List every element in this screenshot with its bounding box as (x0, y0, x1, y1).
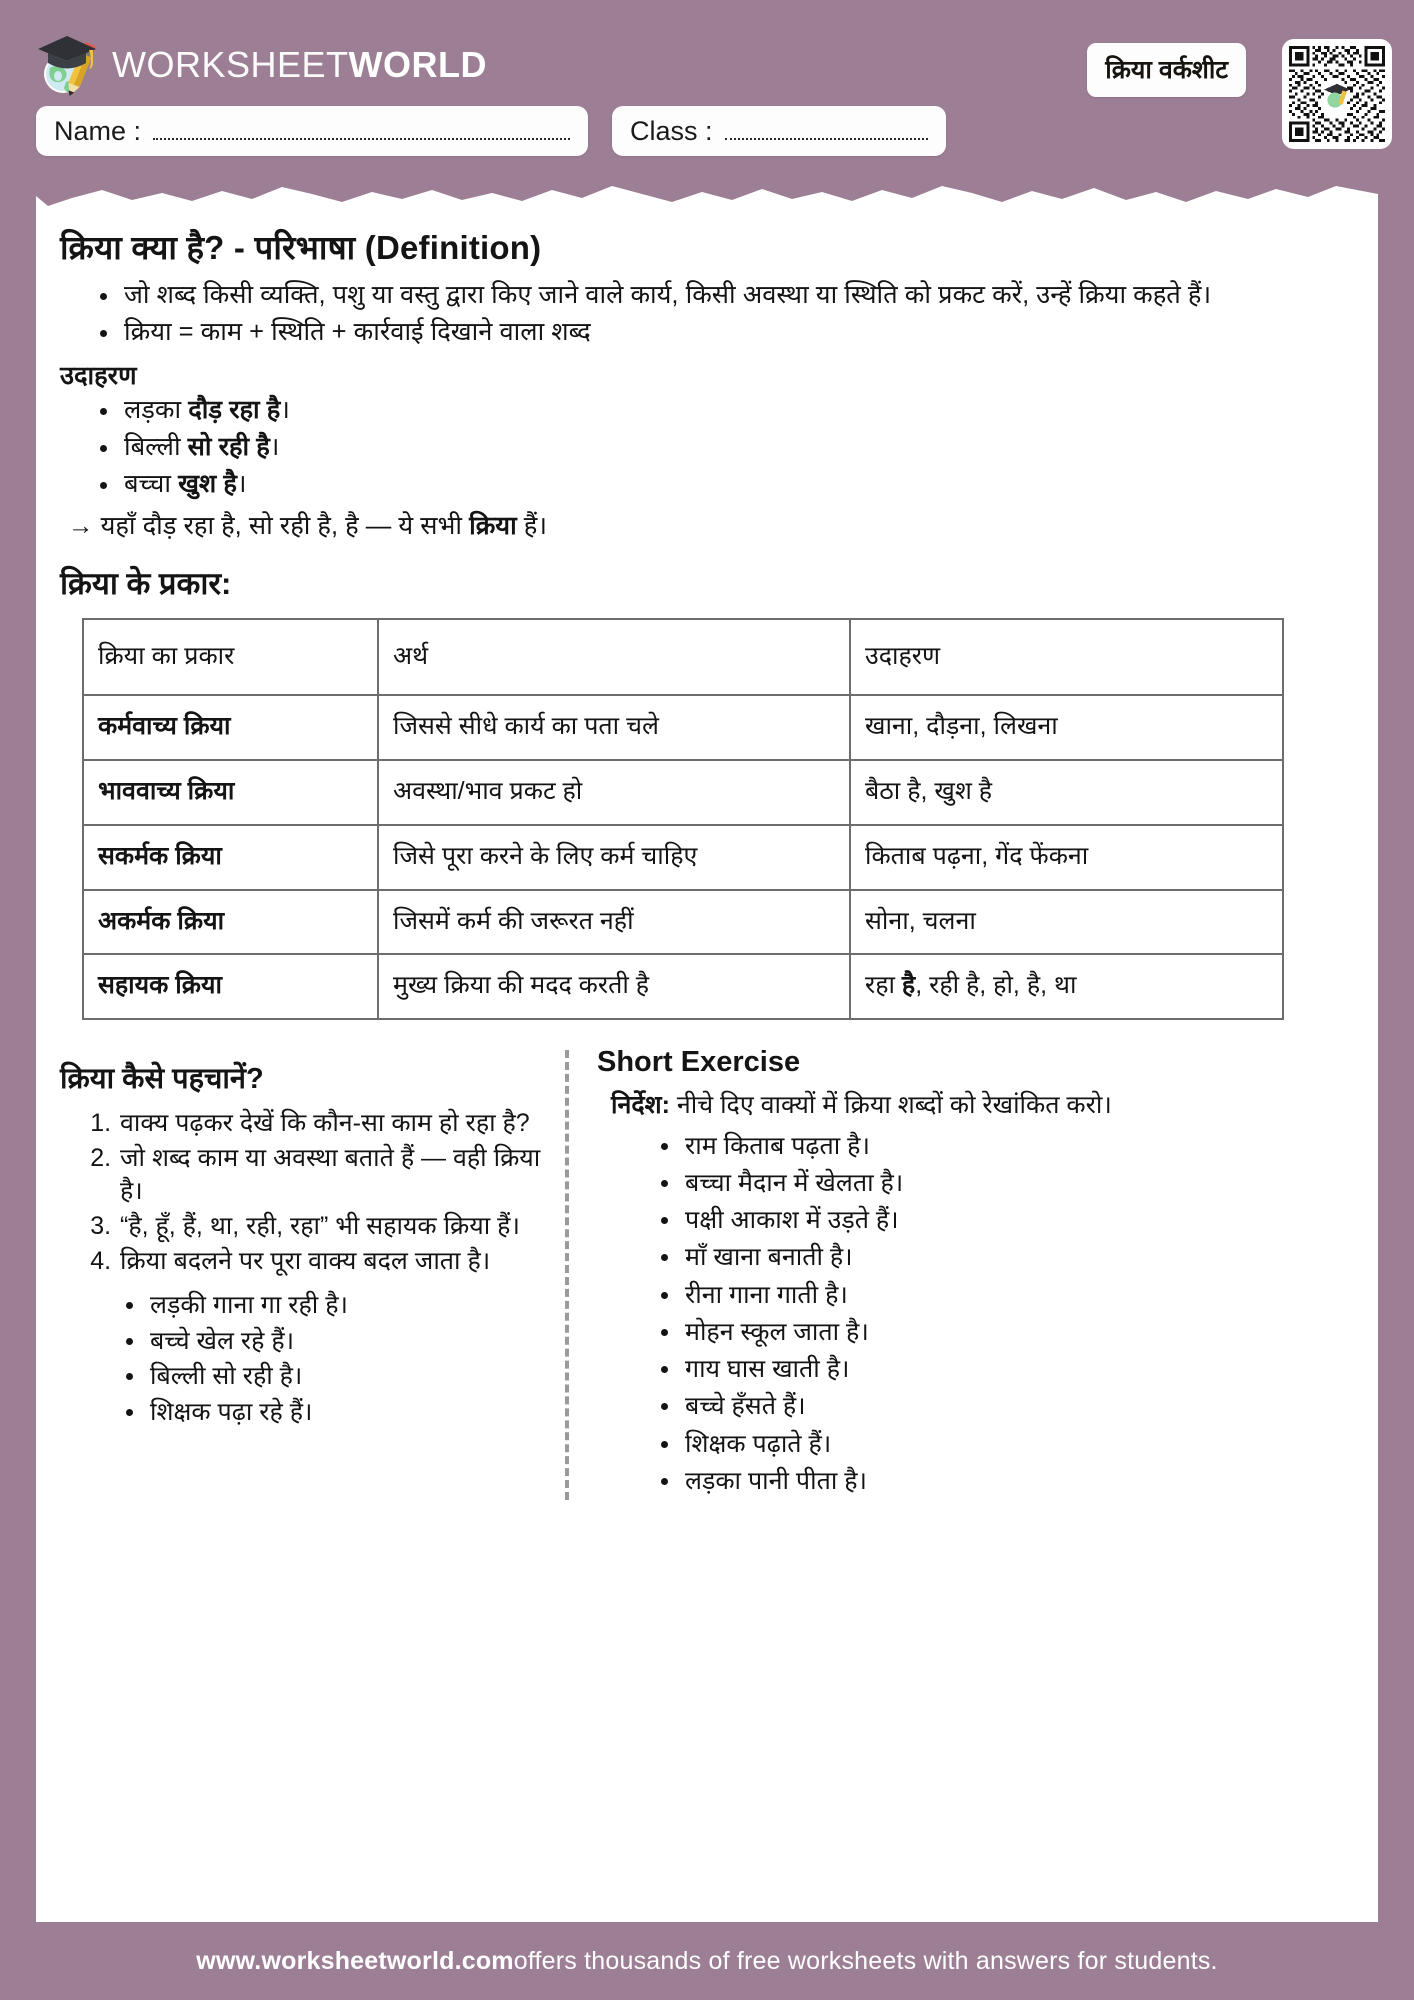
footer-url[interactable]: www.worksheetworld.com (196, 1946, 514, 1975)
row-5-example-bold: है (901, 971, 916, 1000)
row-3-type: सकर्मक क्रिया (83, 825, 378, 890)
examples-label: उदाहरण (60, 361, 137, 390)
list-item: लड़की गाना गा रही है। (120, 1288, 541, 1324)
identify-title: क्रिया कैसे पहचानें? (60, 1063, 264, 1096)
note-prefix: → यहाँ दौड़ रहा है, सो रही है, है — ये सभी (68, 511, 470, 540)
brand (36, 30, 487, 100)
row-5-meaning: मुख्य क्रिया की मदद करती है (378, 954, 850, 1019)
list-item[interactable]: बच्चा मैदान में खेलता है। (655, 1165, 1356, 1202)
footer-text: offers thousands of free worksheets with answers for students. (513, 1946, 1218, 1975)
list-item: बिल्ली सो रही है। (120, 1359, 541, 1395)
page-footer (0, 1922, 1414, 2000)
row-2-type: भाववाच्य क्रिया (83, 760, 378, 825)
page-header (0, 0, 1414, 172)
definition-note (68, 508, 1356, 542)
exercise-items (655, 1128, 1356, 1501)
name-input[interactable] (153, 138, 570, 140)
list-item[interactable]: गाय घास खाती है। (655, 1351, 1356, 1388)
identify-step-2: 2. जो शब्द काम या अवस्था बताते हैं — वही क्रिया है। (118, 1142, 541, 1208)
brand-word-world: WORLD (348, 44, 487, 85)
list-item[interactable]: पक्षी आकाश में उड़ते हैं। (655, 1202, 1356, 1239)
sheet-content (36, 216, 1378, 1922)
list-item[interactable]: बच्चे हँसते हैं। (655, 1388, 1356, 1425)
table-row (83, 954, 1283, 1019)
row-1-type: कर्मवाच्य क्रिया (83, 695, 378, 760)
identify-step-4: 4. क्रिया बदलने पर पूरा वाक्य बदल जाता है। (118, 1245, 541, 1278)
brand-word-worksheet: WORKSHEET (112, 44, 349, 85)
graduation-cap-globe-pencil-logo (36, 30, 98, 100)
table-row (83, 890, 1283, 955)
table-row (83, 695, 1283, 760)
note-suffix: हैं। (516, 511, 547, 540)
row-2-meaning: अवस्था/भाव प्रकट हो (378, 760, 850, 825)
name-field[interactable] (36, 106, 588, 156)
definition-bullet-2: क्रिया = काम + स्थिति + कार्रवाई दिखाने वाला शब्द (94, 316, 1356, 350)
row-4-meaning: जिसमें कर्म की जरूरत नहीं (378, 890, 850, 955)
row-3-example: किताब पढ़ना, गेंद फेंकना (850, 825, 1283, 890)
table-header-meaning: अर्थ (378, 619, 850, 696)
list-item[interactable]: माँ खाना बनाती है। (655, 1239, 1356, 1276)
example-item (94, 394, 1356, 428)
row-5-example (850, 954, 1283, 1019)
table-row (83, 825, 1283, 890)
identify-step-1: 1. वाक्य पढ़कर देखें कि कौन-सा काम हो रहा है? (118, 1107, 541, 1140)
qr-code[interactable] (1282, 39, 1392, 149)
table-row (83, 760, 1283, 825)
example-1-suffix: । (280, 395, 290, 424)
row-4-type: अकर्मक क्रिया (83, 890, 378, 955)
list-item[interactable]: लड़का पानी पीता है। (655, 1463, 1356, 1500)
list-item[interactable]: रीना गाना गाती है। (655, 1277, 1356, 1314)
identify-column (60, 1046, 565, 1500)
class-field[interactable] (612, 106, 946, 156)
example-3-suffix: । (236, 469, 247, 498)
instruction-label: निर्देश: (611, 1091, 670, 1120)
page-title: क्रिया क्या है? - परिभाषा (Definition) (60, 229, 542, 266)
example-3-verb: खुश है (178, 469, 237, 498)
bottom-columns (60, 1046, 1356, 1500)
example-3-prefix: बच्चा (124, 469, 179, 498)
row-1-meaning: जिससे सीधे कार्य का पता चले (378, 695, 850, 760)
list-item[interactable]: शिक्षक पढ़ाते हैं। (655, 1426, 1356, 1463)
class-input[interactable] (725, 138, 928, 140)
identify-steps (94, 1107, 541, 1278)
example-1-prefix: लड़का (124, 395, 189, 424)
row-1-example: खाना, दौड़ना, लिखना (850, 695, 1283, 760)
definition-bullets (94, 279, 1356, 350)
exercise-title: Short Exercise (597, 1046, 801, 1079)
worksheet-topic-badge: क्रिया वर्कशीट (1087, 43, 1246, 97)
example-item (94, 431, 1356, 465)
row-2-example: बैठा है, खुश है (850, 760, 1283, 825)
table-header-example: उदाहरण (850, 619, 1283, 696)
exercise-instruction (611, 1089, 1356, 1122)
list-item[interactable]: मोहन स्कूल जाता है। (655, 1314, 1356, 1351)
verb-types-table (82, 618, 1284, 1021)
row-5-type: सहायक क्रिया (83, 954, 378, 1019)
definition-bullet-1: जो शब्द किसी व्यक्ति, पशु या वस्तु द्वारा किए जाने वाले कार्य, किसी अवस्था या स्थिति को प्रकट करें, उन्हें क्रिया कहते हैं। (94, 279, 1356, 313)
torn-paper-edge (36, 172, 1378, 220)
list-item: बच्चे खेल रहे हैं। (120, 1324, 541, 1360)
example-1-verb: दौड़ रहा है (188, 395, 281, 424)
worksheet-sheet (36, 172, 1378, 1922)
note-keyword: क्रिया (469, 511, 517, 540)
list-item: शिक्षक पढ़ा रहे हैं। (120, 1395, 541, 1431)
example-2-suffix: । (269, 432, 280, 461)
class-label: Class : (630, 115, 713, 146)
example-item (94, 468, 1356, 502)
row-4-example: सोना, चलना (850, 890, 1283, 955)
row-3-meaning: जिसे पूरा करने के लिए कर्म चाहिए (378, 825, 850, 890)
row-5-example-suffix: , रही है, हो, है, था (915, 971, 1077, 1000)
exercise-column (569, 1046, 1356, 1500)
types-section-title: क्रिया के प्रकार: (60, 565, 232, 601)
name-label: Name : (54, 115, 142, 146)
identify-step-3: 3. “है, हूँ, हैं, था, रही, रहा” भी सहायक क्रिया हैं। (118, 1210, 541, 1243)
example-2-verb: सो रही है (187, 432, 270, 461)
brand-title (112, 44, 487, 86)
list-item[interactable]: राम किताब पढ़ता है। (655, 1128, 1356, 1165)
row-5-example-prefix: रहा (865, 971, 902, 1000)
table-header-type: क्रिया का प्रकार (83, 619, 378, 696)
identify-sub-examples (120, 1288, 541, 1430)
example-2-prefix: बिल्ली (124, 432, 188, 461)
instruction-text: नीचे दिए वाक्यों में क्रिया शब्दों को रेखांकित करो। (669, 1091, 1112, 1120)
table-header-row (83, 619, 1283, 696)
example-list (94, 394, 1356, 502)
